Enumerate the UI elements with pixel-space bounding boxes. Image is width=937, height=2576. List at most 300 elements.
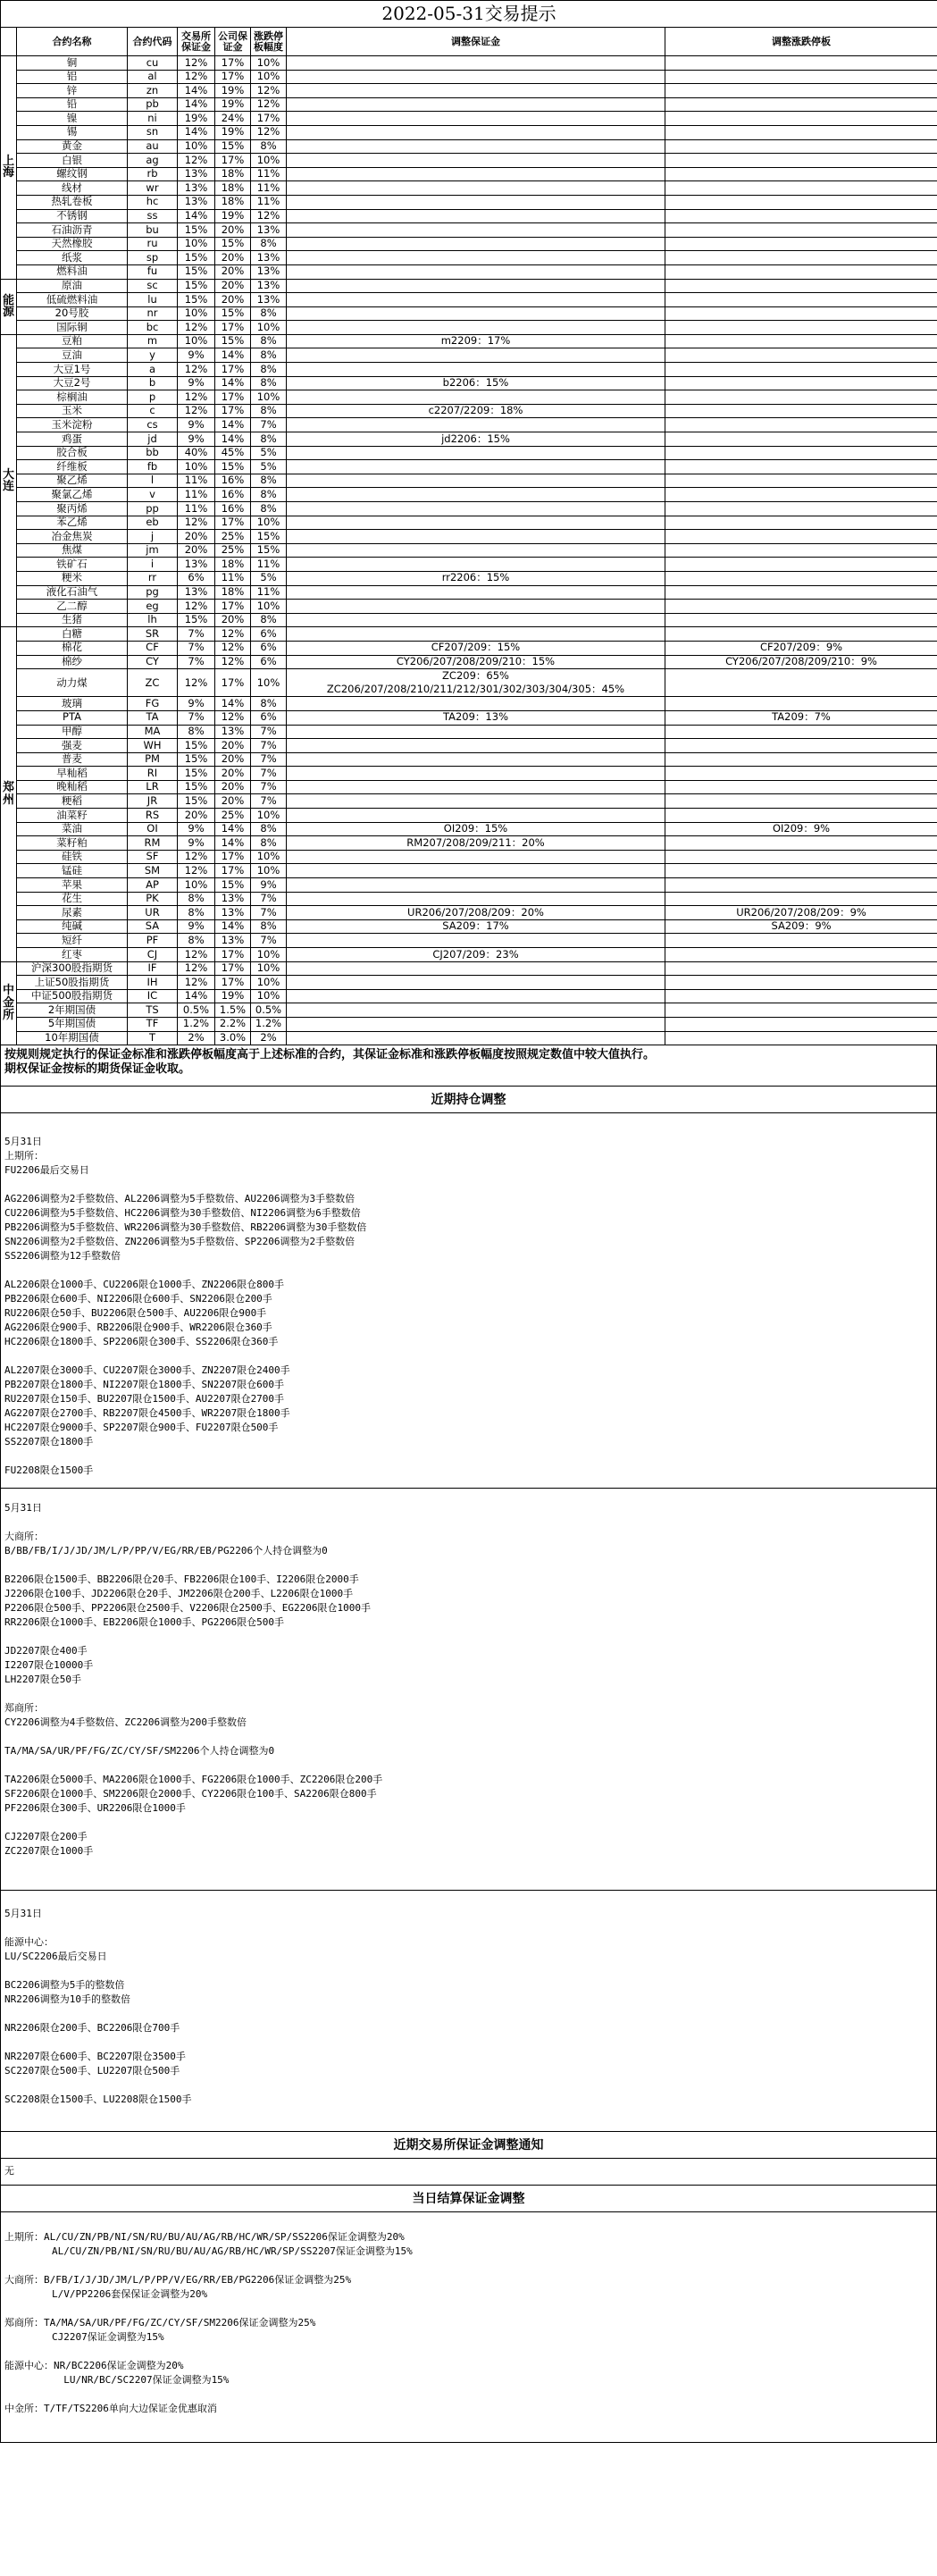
adjusted-limit [665,84,937,98]
exchange-margin: 14% [178,125,215,139]
text-line: CU2206调整为5手整数倍、HC2206调整为30手整数倍、NI2206调整为6手整数倍 [4,1207,361,1220]
adjusted-limit [665,850,937,864]
price-limit: 8% [251,488,287,502]
exchange-margin: 12% [178,669,215,697]
company-margin: 19% [215,97,251,112]
company-margin: 17% [215,976,251,990]
contract-code: PM [128,752,178,767]
company-margin: 11% [215,571,251,585]
exchange-margin: 15% [178,251,215,265]
price-limit: 12% [251,97,287,112]
company-margin: 15% [215,878,251,893]
text-line: LU/NR/BC/SC2207保证金调整为15% [4,2374,230,2387]
exchange-margin: 14% [178,989,215,1003]
text-line: CJ2207保证金调整为15% [4,2331,164,2344]
contract-row [1,1031,937,1045]
adjusted-margin [287,209,665,223]
contract-name: 铁矿石 [17,558,128,572]
adjusted-limit: UR206/207/208/209：9% [665,906,937,920]
adjusted-limit [665,321,937,335]
adjusted-limit [665,1031,937,1045]
contract-code: fu [128,264,178,279]
contract-name: 早籼稻 [17,767,128,781]
contract-code: IH [128,976,178,990]
contract-row [1,237,937,251]
contract-name: 聚氯乙烯 [17,488,128,502]
contract-code: PF [128,934,178,948]
contract-row [1,306,937,321]
company-margin: 20% [215,223,251,238]
contract-row [1,209,937,223]
adjusted-limit: CY206/207/208/209/210：9% [665,655,937,669]
contract-row [1,112,937,126]
contract-name: PTA [17,710,128,725]
adjusted-limit [665,961,937,976]
exchange-margin: 12% [178,516,215,530]
text-line: FU2208限仓1500手 [4,1464,94,1477]
contract-row [1,892,937,906]
contract-name: 不锈钢 [17,209,128,223]
contract-row [1,293,937,307]
exchange-margin: 15% [178,780,215,794]
adjusted-margin [287,112,665,126]
margin-table [0,0,937,1045]
adjusted-margin [287,627,665,642]
adjusted-margin [287,251,665,265]
contract-name: 菜油 [17,822,128,836]
company-margin: 17% [215,70,251,84]
exchange-margin: 12% [178,56,215,71]
adjusted-margin [287,223,665,238]
contract-name: 晚籼稻 [17,780,128,794]
text-line: JD2207限仓400手 [4,1645,88,1657]
exchange-margin: 12% [178,390,215,405]
contract-code: CF [128,641,178,655]
contract-code: hc [128,195,178,209]
text-line: TA/MA/SA/UR/PF/FG/ZC/CY/SF/SM2206个人持仓调整为0 [4,1745,275,1758]
contract-code: ru [128,237,178,251]
text-line: 5月31日 [4,1136,42,1148]
adjusted-margin: m2209：17% [287,334,665,348]
company-margin: 17% [215,516,251,530]
text-line: CY2206调整为4手整数倍、ZC2206调整为200手整数倍 [4,1716,247,1729]
contract-code: cu [128,56,178,71]
adjusted-limit [665,516,937,530]
price-limit: 8% [251,404,287,418]
text-line [4,1449,933,1464]
company-margin: 20% [215,767,251,781]
contract-row [1,767,937,781]
adjusted-limit [665,1003,937,1018]
company-margin: 20% [215,293,251,307]
text-line: RU2206限仓50手、BU2206限仓500手、AU2206限仓900手 [4,1307,267,1320]
contract-code: eb [128,516,178,530]
text-line: LU/SC2206最后交易日 [4,1951,107,1963]
text-line: SN2206调整为2手整数倍、ZN2206调整为5手整数倍、SP2206调整为2手整数倍 [4,1236,356,1248]
contract-row [1,558,937,572]
text-line: AL/CU/ZN/PB/NI/SN/RU/BU/AU/AG/RB/HC/WR/SP/SS2207保证金调整为15% [4,2245,413,2258]
adjusted-margin [287,502,665,516]
adjusted-limit [665,418,937,432]
adjusted-limit [665,725,937,739]
contract-row [1,446,937,460]
contract-code: FG [128,697,178,711]
contract-code: RI [128,767,178,781]
contract-name: 纤维板 [17,460,128,474]
text-line: SS2206调整为12手整数倍 [4,1250,121,1263]
company-margin: 17% [215,154,251,168]
text-line: AL2207限仓3000手、CU2207限仓3000手、ZN2207限仓2400手 [4,1364,290,1377]
contract-name: 纯碱 [17,919,128,934]
adjusted-limit [665,306,937,321]
text-line: PB2206限仓600手、NI2206限仓600手、SN2206限仓200手 [4,1293,272,1305]
adjusted-margin: c2207/2209：18% [287,404,665,418]
adjusted-margin [287,418,665,432]
company-margin: 19% [215,125,251,139]
contract-code: y [128,348,178,363]
adjusted-margin [287,878,665,893]
adjusted-margin [287,167,665,181]
contract-name: 聚乙烯 [17,474,128,488]
contract-name: 鸡蛋 [17,432,128,447]
header-exchange-margin: 交易所保证金 [178,28,215,56]
exchange-margin: 15% [178,293,215,307]
company-margin: 17% [215,961,251,976]
adjusted-limit [665,376,937,390]
text-line: RU2207限仓150手、BU2207限仓1500手、AU2207限仓2700手 [4,1393,285,1405]
company-margin: 15% [215,139,251,154]
company-margin: 12% [215,641,251,655]
contract-row [1,906,937,920]
text-line [4,2259,933,2273]
contract-row [1,836,937,851]
contract-row [1,934,937,948]
exchange-margin: 15% [178,752,215,767]
contract-name: 大豆1号 [17,363,128,377]
exchange-margin: 9% [178,348,215,363]
contract-name: 尿素 [17,906,128,920]
adjusted-margin: rr2206：15% [287,571,665,585]
contract-code: TF [128,1017,178,1031]
company-margin: 20% [215,264,251,279]
adjusted-margin [287,1017,665,1031]
exchange-margin: 15% [178,264,215,279]
contract-name: 玉米 [17,404,128,418]
exchange-margin: 12% [178,976,215,990]
adjusted-margin [287,585,665,600]
company-margin: 14% [215,348,251,363]
adjusted-margin [287,543,665,558]
text-line [4,1630,933,1644]
adjusted-limit [665,794,937,809]
text-line [4,1964,933,1978]
contract-row [1,725,937,739]
text-line: NR2206调整为10手的整数倍 [4,1993,130,2006]
contract-row [1,850,937,864]
contract-code: lh [128,613,178,627]
adjusted-margin [287,600,665,614]
header-adj-limit: 调整涨跌停板 [665,28,937,56]
text-line: HC2206限仓1800手、SP2206限仓300手、SS2206限仓360手 [4,1336,279,1348]
price-limit: 13% [251,223,287,238]
contract-name: 白银 [17,154,128,168]
adjusted-margin [287,1003,665,1018]
contract-row [1,363,937,377]
contract-code: sn [128,125,178,139]
adjusted-margin [287,306,665,321]
price-limit: 11% [251,585,287,600]
header-adj-margin: 调整保证金 [287,28,665,56]
exchange-margin: 7% [178,627,215,642]
exchange-margin: 12% [178,154,215,168]
price-limit: 10% [251,516,287,530]
note-line: 按规则规定执行的保证金标准和涨跌停板幅度高于上述标准的合约，其保证金标准和涨跌停板幅度按照规定数值中较大值执行。 [4,1048,656,1062]
contract-name: 焦煤 [17,543,128,558]
price-limit: 5% [251,571,287,585]
contract-name: 苹果 [17,878,128,893]
contract-code: al [128,70,178,84]
contract-row [1,585,937,600]
contract-code: CY [128,655,178,669]
adjusted-limit: CF207/209：9% [665,641,937,655]
contract-code: bb [128,446,178,460]
company-margin: 15% [215,460,251,474]
contract-name: 5年期国债 [17,1017,128,1031]
text-line [4,2387,933,2402]
adjusted-margin [287,321,665,335]
contract-name: 白糖 [17,627,128,642]
contract-code: pb [128,97,178,112]
adjusted-margin [287,70,665,84]
exchange-margin: 15% [178,279,215,293]
price-limit: 7% [251,794,287,809]
company-margin: 14% [215,919,251,934]
adjusted-margin [287,97,665,112]
price-limit: 6% [251,627,287,642]
exchange-margin: 12% [178,70,215,84]
contract-code: TA [128,710,178,725]
text-line: CJ2207限仓200手 [4,1831,88,1843]
text-line [4,2035,933,2050]
contract-row [1,739,937,753]
contract-code: nr [128,306,178,321]
adjusted-margin [287,516,665,530]
contract-row [1,976,937,990]
adjusted-margin [287,446,665,460]
exchange-margin: 10% [178,237,215,251]
exchange-margin: 10% [178,139,215,154]
company-margin: 16% [215,474,251,488]
company-margin: 15% [215,334,251,348]
price-limit: 8% [251,836,287,851]
contract-row [1,641,937,655]
adjusted-limit [665,934,937,948]
exchange-margin: 10% [178,878,215,893]
adjusted-margin: SA209：17% [287,919,665,934]
price-limit: 10% [251,864,287,878]
exchange-margin: 13% [178,195,215,209]
adjusted-margin [287,892,665,906]
adjusted-limit [665,613,937,627]
adjusted-limit [665,543,937,558]
price-limit: 10% [251,948,287,962]
company-margin: 20% [215,794,251,809]
exchange-margin: 14% [178,84,215,98]
company-margin: 13% [215,725,251,739]
price-limit: 6% [251,710,287,725]
adjusted-margin [287,181,665,196]
adjusted-limit [665,585,937,600]
margin-notice-text: 无 [4,2165,14,2177]
exchange-margin: 8% [178,934,215,948]
company-margin: 13% [215,934,251,948]
adjusted-margin-line: ZC206/207/208/210/211/212/301/302/303/304/305：45% [326,683,625,696]
adjusted-limit [665,139,937,154]
exchange-margin: 9% [178,919,215,934]
text-line [4,1515,933,1530]
company-margin: 14% [215,697,251,711]
adjusted-margin [287,293,665,307]
exchange-margin: 13% [178,181,215,196]
text-line: BC2206调整为5手的整数倍 [4,1979,125,1992]
adjusted-limit [665,739,937,753]
exchange-margin: 15% [178,613,215,627]
text-line: 能源中心： [4,1936,54,1949]
contract-row [1,752,937,767]
contract-name: 棉花 [17,641,128,655]
company-margin: 14% [215,376,251,390]
adjusted-limit [665,989,937,1003]
exchange-margin: 11% [178,502,215,516]
company-margin: 17% [215,404,251,418]
exchange-margin: 9% [178,822,215,836]
price-limit: 8% [251,363,287,377]
exchange-margin: 7% [178,655,215,669]
company-margin: 17% [215,390,251,405]
company-margin: 13% [215,892,251,906]
header-limit: 涨跌停板幅度 [251,28,287,56]
contract-row [1,878,937,893]
contract-code: jm [128,543,178,558]
contract-row [1,154,937,168]
contract-name: 菜籽粕 [17,836,128,851]
text-line: 大商所：B/FB/I/J/JD/JM/L/P/PP/V/EG/RR/EB/PG2206保证金调整为25% [4,2274,352,2287]
position-ine-block [0,1891,937,2132]
contract-code: ZC [128,669,178,697]
contract-name: 甲醇 [17,725,128,739]
price-limit: 8% [251,139,287,154]
adjusted-margin-line: ZC209：65% [442,669,509,683]
contract-row [1,516,937,530]
adjusted-margin [287,530,665,544]
exchange-margin: 20% [178,543,215,558]
adjusted-margin: b2206：15% [287,376,665,390]
contract-code: MA [128,725,178,739]
contract-code: T [128,1031,178,1045]
price-limit: 10% [251,390,287,405]
exchange-margin: 11% [178,488,215,502]
price-limit: 10% [251,989,287,1003]
price-limit: 8% [251,502,287,516]
contract-name: 棕榈油 [17,390,128,405]
contract-name: 天然橡胶 [17,237,128,251]
text-line: LH2207限仓50手 [4,1674,81,1686]
contract-name: 中证500股指期货 [17,989,128,1003]
exchange-margin: 2% [178,1031,215,1045]
price-limit: 8% [251,348,287,363]
text-line: TA2206限仓5000手、MA2206限仓1000手、FG2206限仓1000手、ZC2206限仓200手 [4,1774,383,1786]
contract-name: 普麦 [17,752,128,767]
adjusted-margin: jd2206：15% [287,432,665,447]
company-margin: 25% [215,543,251,558]
text-line: B2206限仓1500手、BB2206限仓20手、FB2206限仓100手、I2206限仓2000手 [4,1573,359,1586]
contract-row [1,139,937,154]
contract-row [1,376,937,390]
contract-code: fb [128,460,178,474]
adjusted-margin [287,989,665,1003]
text-line: NR2207限仓600手、BC2207限仓3500手 [4,2051,186,2063]
price-limit: 8% [251,334,287,348]
price-limit: 8% [251,306,287,321]
adjusted-limit [665,1017,937,1031]
adjusted-margin [287,725,665,739]
contract-code: cs [128,418,178,432]
text-line: 大商所： [4,1531,44,1543]
text-line: SC2208限仓1500手、LU2208限仓1500手 [4,2094,192,2106]
price-limit: 8% [251,822,287,836]
adjusted-limit [665,627,937,642]
adjusted-limit [665,390,937,405]
contract-row [1,600,937,614]
adjusted-margin [287,139,665,154]
contract-code: lu [128,293,178,307]
adjusted-limit [665,752,937,767]
adjusted-limit [665,348,937,363]
contract-name: 胶合板 [17,446,128,460]
adjusted-limit: OI209：9% [665,822,937,836]
adjusted-margin [287,767,665,781]
adjusted-limit [665,223,937,238]
text-line: AG2206调整为2手整数倍、AL2206调整为5手整数倍、AU2206调整为3手整数倍 [4,1193,356,1205]
contract-code: pp [128,502,178,516]
adjusted-margin [287,195,665,209]
company-margin: 19% [215,84,251,98]
price-limit: 11% [251,167,287,181]
adjusted-margin: CY206/207/208/209/210：15% [287,655,665,669]
company-margin: 1.5% [215,1003,251,1018]
text-line [4,2345,933,2359]
contract-code: RM [128,836,178,851]
adjusted-limit [665,167,937,181]
adjusted-margin [287,697,665,711]
contract-row [1,948,937,962]
contract-name: 黄金 [17,139,128,154]
adjusted-limit [665,237,937,251]
contract-code: TS [128,1003,178,1018]
price-limit: 8% [251,613,287,627]
text-line: SF2206限仓1000手、SM2206限仓2000手、CY2206限仓100手、SA2206限仓800手 [4,1788,377,1800]
contract-name: 油菜籽 [17,809,128,823]
adjusted-limit [665,97,937,112]
adjusted-limit [665,363,937,377]
contract-code: rr [128,571,178,585]
contract-row [1,390,937,405]
adjusted-limit [665,767,937,781]
adjusted-limit [665,181,937,196]
price-limit: 17% [251,112,287,126]
company-margin: 12% [215,655,251,669]
contract-row [1,864,937,878]
